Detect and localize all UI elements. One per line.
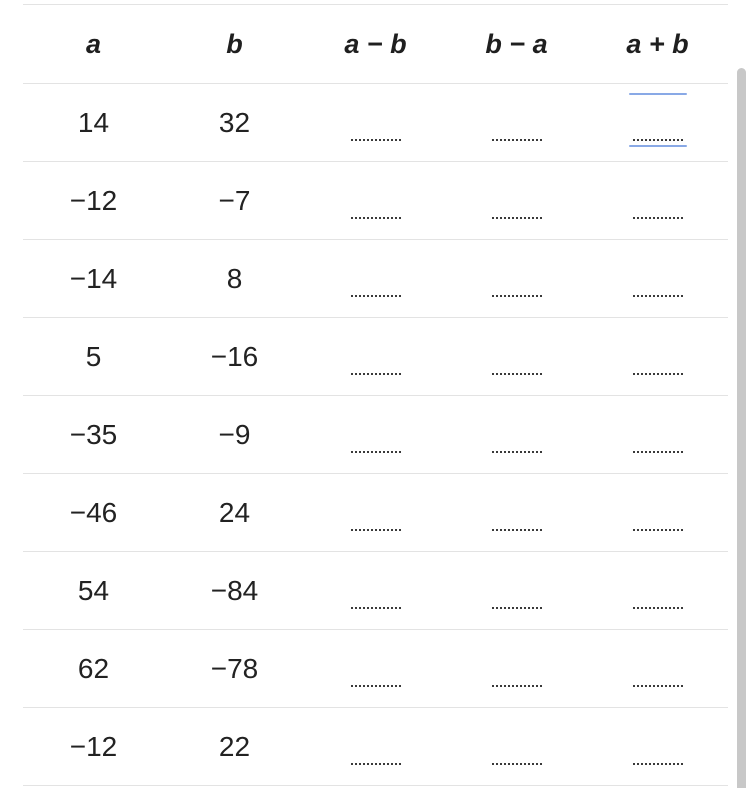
answer-input-a-minus-b[interactable] [351,757,401,765]
header-b-minus-a: b − a [446,5,587,84]
cell-a-plus-b [587,552,728,630]
answer-input-a-minus-b[interactable] [351,445,401,453]
cell-a: −14 [23,240,164,318]
cell-a: 14 [23,84,164,162]
table-row [23,630,728,708]
answer-input-a-minus-b[interactable] [351,523,401,531]
answer-input-a-plus-b[interactable] [633,523,683,531]
table-row [23,474,728,552]
answer-input-a-plus-b[interactable] [633,601,683,609]
cell-a-minus-b [305,84,446,162]
cell-a-minus-b [305,474,446,552]
answer-input-b-minus-a[interactable] [492,679,542,687]
table-row [23,552,728,630]
cell-b-minus-a [446,630,587,708]
cell-a-minus-b [305,240,446,318]
cell-a-minus-b [305,396,446,474]
header-b: b [164,5,305,84]
cell-b-minus-a [446,84,587,162]
cell-a: 62 [23,630,164,708]
cell-a-minus-b [305,162,446,240]
answer-input-b-minus-a[interactable] [492,211,542,219]
cell-b-minus-a [446,162,587,240]
answer-input-a-plus-b[interactable] [633,757,683,765]
cell-b-minus-a [446,240,587,318]
answer-input-b-minus-a[interactable] [492,133,542,141]
table-row [23,318,728,396]
cell-b: −78 [164,630,305,708]
cell-a-plus-b [587,708,728,786]
focus-ring-top [629,93,687,95]
table-header [23,5,728,84]
cell-b: −7 [164,162,305,240]
answer-input-b-minus-a[interactable] [492,445,542,453]
focus-ring-bottom [629,145,687,147]
header-a-plus-b: a + b [587,5,728,84]
table-row [23,708,728,786]
cell-b: 8 [164,240,305,318]
answer-input-a-minus-b[interactable] [351,211,401,219]
answer-input-b-minus-a[interactable] [492,523,542,531]
cell-b: −16 [164,318,305,396]
answer-input-b-minus-a[interactable] [492,601,542,609]
cell-b-minus-a [446,396,587,474]
cell-b-minus-a [446,552,587,630]
cell-b-minus-a [446,708,587,786]
cell-a: −12 [23,162,164,240]
answer-input-a-minus-b[interactable] [351,133,401,141]
table-row [23,240,728,318]
table-row [23,396,728,474]
answer-input-a-plus-b[interactable] [633,289,683,297]
cell-a: −46 [23,474,164,552]
cell-a: −35 [23,396,164,474]
cell-a-minus-b [305,708,446,786]
cell-b: 32 [164,84,305,162]
answer-input-b-minus-a[interactable] [492,757,542,765]
cell-b: −84 [164,552,305,630]
answer-input-a-minus-b[interactable] [351,601,401,609]
cell-a-plus-b [587,630,728,708]
cell-a-plus-b [587,396,728,474]
cell-a-minus-b [305,630,446,708]
answer-input-a-plus-b[interactable] [633,445,683,453]
table-row [23,162,728,240]
cell-a-minus-b [305,552,446,630]
header-a-minus-b: a − b [305,5,446,84]
cell-b: 22 [164,708,305,786]
answer-input-a-minus-b[interactable] [351,289,401,297]
cell-a-plus-b [587,474,728,552]
exercise-table [23,4,728,786]
table-row [23,84,728,162]
answer-input-a-minus-b[interactable] [351,367,401,375]
cell-a-plus-b [587,84,728,162]
vertical-scrollbar[interactable] [737,68,746,788]
table-body [23,84,728,786]
cell-a-minus-b [305,318,446,396]
cell-b-minus-a [446,474,587,552]
exercise-table-container [23,4,728,786]
cell-a-plus-b [587,318,728,396]
answer-input-a-plus-b[interactable] [633,679,683,687]
answer-input-a-plus-b[interactable] [633,133,683,141]
cell-a: 54 [23,552,164,630]
answer-input-a-plus-b[interactable] [633,211,683,219]
cell-b: 24 [164,474,305,552]
cell-a-plus-b [587,162,728,240]
cell-a: −12 [23,708,164,786]
cell-b-minus-a [446,318,587,396]
cell-b: −9 [164,396,305,474]
header-row [23,5,728,84]
answer-input-b-minus-a[interactable] [492,289,542,297]
answer-input-a-plus-b[interactable] [633,367,683,375]
answer-input-a-minus-b[interactable] [351,679,401,687]
cell-a-plus-b [587,240,728,318]
answer-input-b-minus-a[interactable] [492,367,542,375]
cell-a: 5 [23,318,164,396]
header-a: a [23,5,164,84]
